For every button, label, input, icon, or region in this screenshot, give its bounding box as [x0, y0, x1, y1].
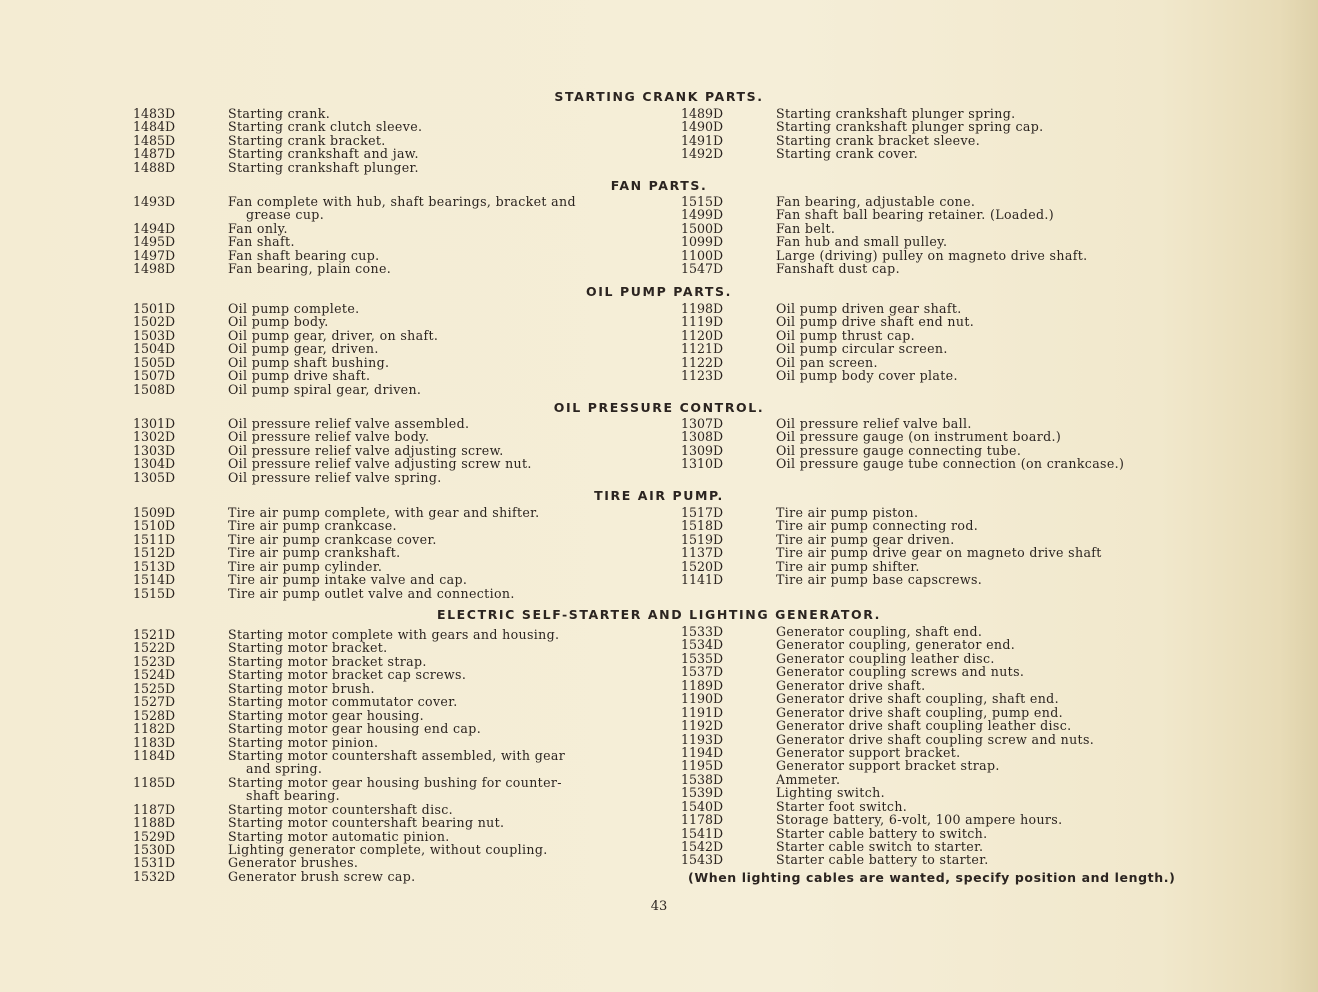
part-description: Oil pump body.: [228, 314, 329, 330]
part-number: 1305D: [133, 469, 176, 485]
part-description: Starting motor automatic pinion.: [228, 828, 450, 844]
part-description: Fan bearing, adjustable cone.: [776, 194, 976, 209]
part-description: Starting motor pinion.: [228, 734, 379, 750]
part-description: Generator coupling leather disc.: [776, 650, 995, 666]
part-number: 1537D: [681, 664, 724, 680]
part-number: 1520D: [681, 558, 724, 574]
part-number: 1119D: [681, 314, 724, 330]
part-number: 1525D: [133, 680, 176, 696]
part-number: 1509D: [133, 505, 176, 520]
part-number: 1515D: [133, 585, 176, 601]
part-description: Generator coupling screws and nuts.: [776, 664, 1025, 680]
part-number: 1538D: [681, 771, 724, 787]
part-number: 1513D: [133, 558, 176, 574]
part-number: 1304D: [133, 456, 176, 472]
part-number: 1497D: [133, 247, 176, 263]
part-number: 1499D: [681, 207, 724, 223]
part-number: 1120D: [681, 327, 724, 343]
part-number: 1184D: [133, 747, 176, 763]
part-number: 1487D: [133, 146, 176, 162]
part-description: Oil pump complete.: [228, 301, 360, 316]
part-description: Fan complete with hub, shaft bearings, bracket and: [228, 194, 576, 209]
part-number: 1178D: [681, 812, 724, 828]
part-description: Oil pressure gauge (on instrument board.): [776, 429, 1062, 445]
part-number: 1503D: [133, 327, 176, 343]
part-number: 1485D: [133, 132, 176, 148]
part-number: 1508D: [133, 381, 176, 397]
part-description: Storage battery, 6-volt, 100 ampere hours.: [776, 812, 1063, 828]
section-heading: ELECTRIC SELF-STARTER AND LIGHTING GENERATOR.: [436, 607, 882, 622]
part-description: Tire air pump complete, with gear and shifter.: [228, 505, 540, 520]
part-number: 1500D: [681, 220, 724, 236]
part-description: Generator coupling, generator end.: [776, 637, 1016, 653]
part-description: Tire air pump gear driven.: [776, 531, 955, 547]
part-description: Generator coupling, shaft end.: [776, 624, 983, 639]
part-description: Starting crank cover.: [776, 146, 919, 162]
part-number: 1540D: [681, 798, 724, 814]
part-number: 1310D: [681, 456, 724, 472]
section-heading: OIL PRESSURE CONTROL.: [553, 400, 765, 415]
part-description: Starting motor brush.: [228, 680, 375, 696]
part-description: Tire air pump outlet valve and connection.: [228, 585, 515, 601]
part-description: Generator drive shaft coupling leather disc.: [776, 718, 1072, 734]
part-description: Generator brush screw cap.: [228, 868, 416, 884]
part-description: Lighting switch.: [776, 785, 885, 801]
part-description: Starting crankshaft plunger spring cap.: [776, 119, 1044, 135]
part-number: 1495D: [133, 234, 176, 250]
section-heading: TIRE AIR PUMP.: [594, 488, 724, 503]
part-description: Generator drive shaft coupling, pump end.: [776, 704, 1063, 720]
part-description: Starter cable battery to switch.: [776, 825, 988, 841]
part-description: Starting crankshaft plunger.: [228, 159, 419, 175]
part-number: 1517D: [681, 505, 724, 520]
part-description: Starting motor bracket.: [228, 640, 388, 656]
part-description: Lighting generator complete, without coupling.: [228, 842, 548, 857]
part-description: Oil pump driven gear shaft.: [776, 301, 962, 316]
part-number: 1531D: [133, 855, 176, 871]
part-number: 1534D: [681, 637, 724, 653]
part-number: 1194D: [681, 744, 724, 760]
part-number: 1515D: [681, 194, 724, 209]
part-number: 1529D: [133, 828, 176, 844]
part-description: Fan bearing, plain cone.: [228, 261, 392, 277]
part-description: Starting motor countershaft disc.: [228, 801, 454, 817]
part-number: 1492D: [681, 146, 724, 162]
part-description: Oil pressure relief valve adjusting screw.: [228, 442, 504, 458]
part-description-continued: shaft bearing.: [246, 788, 340, 804]
part-number: 1489D: [681, 106, 724, 121]
part-number: 1183D: [133, 734, 176, 750]
part-number: 1189D: [681, 677, 724, 693]
part-description: Tire air pump base capscrews.: [776, 572, 983, 588]
part-number: 1519D: [681, 531, 724, 547]
part-number: 1522D: [133, 640, 176, 656]
part-description: Starting motor commutator cover.: [228, 694, 458, 710]
part-number: 1308D: [681, 429, 724, 445]
part-number: 1539D: [681, 785, 724, 801]
part-description: Oil pump circular screen.: [776, 341, 948, 357]
part-description: Starter foot switch.: [776, 798, 908, 814]
part-description: Starting crank bracket sleeve.: [776, 132, 981, 148]
section-note: (When lighting cables are wanted, specify position and length.): [688, 870, 1176, 885]
part-number: 1309D: [681, 442, 724, 458]
section-heading: OIL PUMP PARTS.: [586, 284, 732, 299]
part-description: Tire air pump drive gear on magneto drive shaft: [776, 545, 1102, 561]
part-description: Generator support bracket strap.: [776, 758, 1000, 774]
part-number: 1511D: [133, 531, 176, 547]
part-description: Generator drive shaft.: [776, 677, 926, 693]
part-description: Oil pressure gauge connecting tube.: [776, 442, 1022, 458]
part-description: Tire air pump shifter.: [776, 558, 920, 574]
part-number: 1507D: [133, 368, 176, 384]
part-number: 1100D: [681, 247, 724, 263]
part-description: Fan shaft bearing cup.: [228, 247, 380, 263]
part-number: 1122D: [681, 354, 724, 370]
part-number: 1491D: [681, 132, 724, 148]
part-number: 1498D: [133, 261, 176, 277]
part-number: 1504D: [133, 341, 176, 357]
part-number: 1191D: [681, 704, 724, 720]
part-description: Generator brushes.: [228, 855, 359, 871]
part-number: 1524D: [133, 667, 176, 683]
part-description-continued: and spring.: [246, 761, 323, 777]
part-number: 1198D: [681, 301, 724, 316]
part-number: 1502D: [133, 314, 176, 330]
part-number: 1505D: [133, 354, 176, 370]
part-description: Tire air pump crankcase.: [228, 518, 397, 534]
part-description: Oil pump drive shaft.: [228, 368, 371, 384]
part-number: 1182D: [133, 721, 176, 737]
part-description: Tire air pump piston.: [776, 505, 919, 520]
section-heading: FAN PARTS.: [610, 178, 708, 193]
part-number: 1484D: [133, 119, 176, 135]
part-number: 1123D: [681, 368, 724, 384]
part-description: Fan belt.: [776, 220, 836, 236]
part-description: Oil pressure relief valve adjusting screw nut.: [228, 456, 532, 472]
part-number: 1528D: [133, 707, 176, 723]
part-description: Ammeter.: [776, 771, 841, 787]
part-number: 1523D: [133, 653, 176, 669]
part-number: 1193D: [681, 731, 724, 747]
part-number: 1494D: [133, 220, 176, 236]
part-number: 1307D: [681, 416, 724, 431]
part-description: Starting motor bracket cap screws.: [228, 667, 467, 683]
part-number: 1541D: [681, 825, 724, 841]
part-number: 1493D: [133, 194, 176, 209]
part-number: 1137D: [681, 545, 724, 561]
part-description: Oil pump shaft bushing.: [228, 354, 390, 370]
part-description: Starting crankshaft plunger spring.: [776, 106, 1016, 121]
part-number: 1501D: [133, 301, 176, 316]
part-description: Tire air pump intake valve and cap.: [228, 572, 468, 588]
part-number: 1185D: [133, 774, 176, 790]
part-number: 1187D: [133, 801, 176, 817]
part-description: Starting motor gear housing.: [228, 707, 424, 723]
part-description: Fan only.: [228, 220, 288, 236]
part-number: 1543D: [681, 852, 724, 868]
part-description: Fan shaft ball bearing retainer. (Loaded.): [776, 207, 1055, 223]
part-description: Generator support bracket.: [776, 744, 961, 760]
part-number: 1518D: [681, 518, 724, 534]
part-description: Oil pump body cover plate.: [776, 368, 958, 384]
part-number: 1483D: [133, 106, 176, 121]
part-number: 1510D: [133, 518, 176, 534]
page-number: 43: [650, 899, 668, 914]
part-description: Starter cable switch to starter.: [776, 839, 984, 854]
part-number: 1527D: [133, 694, 176, 710]
part-number: 1141D: [681, 572, 724, 588]
part-description: Starting motor countershaft assembled, with gear: [228, 747, 566, 763]
part-description-continued: grease cup.: [246, 207, 325, 223]
part-description: Fan hub and small pulley.: [776, 234, 948, 250]
part-description: Starting motor bracket strap.: [228, 653, 427, 669]
part-number: 1535D: [681, 650, 724, 666]
part-number: 1190D: [681, 691, 724, 707]
part-number: 1121D: [681, 341, 724, 357]
part-description: Oil pump drive shaft end nut.: [776, 314, 975, 330]
part-number: 1195D: [681, 758, 724, 774]
part-description: Fan shaft.: [228, 234, 295, 250]
section-heading: STARTING CRANK PARTS.: [554, 89, 764, 104]
part-description: Starting crank clutch sleeve.: [228, 119, 423, 135]
part-number: 1188D: [133, 815, 176, 831]
part-description: Starting motor gear housing bushing for counter-: [228, 774, 562, 790]
part-description: Large (driving) pulley on magneto drive shaft.: [776, 247, 1088, 263]
part-description: Starting crank bracket.: [228, 132, 386, 148]
part-number: 1521D: [133, 627, 176, 642]
part-number: 1301D: [133, 416, 176, 431]
part-description: Oil pressure relief valve assembled.: [228, 416, 470, 431]
part-number: 1532D: [133, 868, 176, 884]
part-description: Starting motor complete with gears and housing.: [228, 627, 560, 642]
part-description: Oil pressure relief valve ball.: [776, 416, 972, 431]
part-description: Oil pump gear, driven.: [228, 341, 379, 357]
part-description: Starting crankshaft and jaw.: [228, 146, 419, 162]
part-number: 1192D: [681, 718, 724, 734]
part-description: Fanshaft dust cap.: [776, 261, 900, 277]
part-description: Tire air pump crankshaft.: [228, 545, 401, 561]
part-description: Tire air pump crankcase cover.: [228, 531, 437, 547]
part-description: Tire air pump connecting rod.: [776, 518, 979, 534]
part-number: 1303D: [133, 442, 176, 458]
part-description: Tire air pump cylinder.: [228, 558, 383, 574]
part-number: 1547D: [681, 261, 724, 277]
part-description: Oil pump spiral gear, driven.: [228, 381, 422, 397]
part-number: 1302D: [133, 429, 176, 445]
part-description: Starting motor countershaft bearing nut.: [228, 815, 505, 831]
part-number: 1533D: [681, 624, 724, 639]
part-description: Generator drive shaft coupling screw and nuts.: [776, 731, 1095, 747]
part-number: 1514D: [133, 572, 176, 588]
part-description: Generator drive shaft coupling, shaft end.: [776, 691, 1059, 707]
part-number: 1490D: [681, 119, 724, 135]
part-description: Starter cable battery to starter.: [776, 852, 989, 868]
part-description: Oil pressure relief valve spring.: [228, 469, 442, 485]
part-number: 1530D: [133, 842, 176, 857]
part-description: Oil pump thrust cap.: [776, 327, 916, 343]
part-description: Oil pressure gauge tube connection (on crankcase.): [776, 456, 1125, 472]
part-number: 1488D: [133, 159, 176, 175]
part-description: Oil pan screen.: [776, 354, 878, 370]
part-number: 1542D: [681, 839, 724, 854]
part-description: Starting crank.: [228, 106, 331, 121]
part-description: Oil pump gear, driver, on shaft.: [228, 327, 439, 343]
part-number: 1512D: [133, 545, 176, 561]
part-description: Starting motor gear housing end cap.: [228, 721, 482, 737]
part-description: Oil pressure relief valve body.: [228, 429, 430, 445]
part-number: 1099D: [681, 234, 724, 250]
